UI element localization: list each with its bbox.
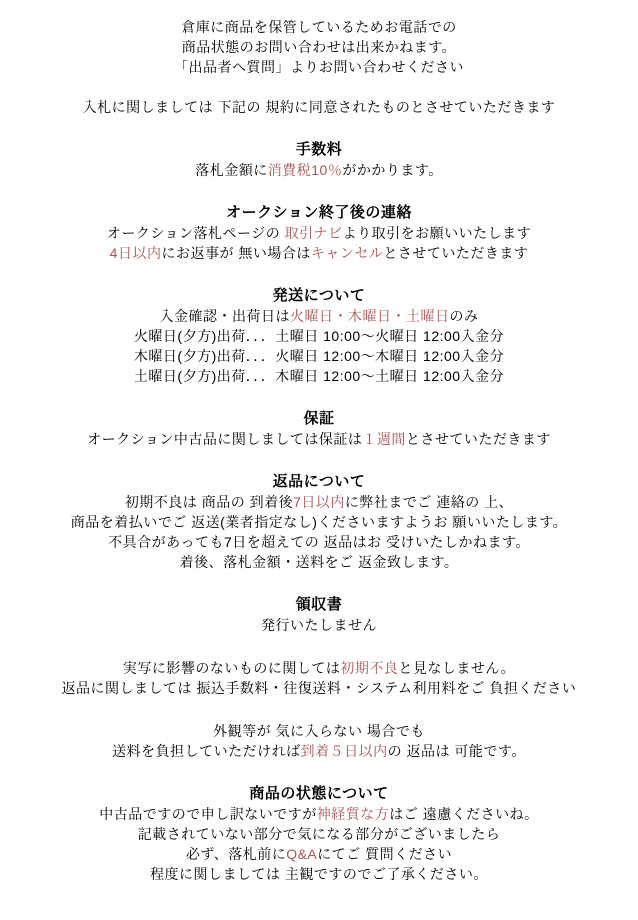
section-heading: 発送について [272, 287, 366, 304]
text-segment: 中古品ですので申し訳ないですが [99, 806, 317, 822]
text-segment: 外観等が 気に入らない 場合でも [213, 723, 425, 739]
text-segment: 実写に影響のないものに関しては [122, 660, 341, 676]
text-segment: 入札に関しましては 下記の 規約に同意されたものとさせていただきます [82, 99, 556, 115]
highlight-text: 到着５日以内 [300, 743, 388, 759]
terms-section [8, 595, 630, 635]
text-segment: のみ [449, 308, 479, 324]
section-heading: 手数料 [295, 141, 343, 158]
text-segment: 木曜日(夕方)出荷．．．火曜日 12:00～木曜日 12:00入金分 [133, 348, 505, 364]
text-line [8, 429, 630, 449]
text-segment: より取引をお願いいたします [342, 225, 532, 241]
text-segment: 初期不良は 商品の 到着後 [124, 494, 294, 510]
text-line [8, 326, 630, 346]
terms-paragraph [8, 658, 630, 698]
text-line [8, 97, 630, 117]
text-segment: 程度に関しましては 主観ですのでご了承ください。 [150, 866, 488, 882]
text-segment: にお返事が 無い場合は [161, 245, 311, 261]
text-segment: 落札金額に [195, 162, 268, 178]
terms-section [8, 286, 630, 386]
text-segment: 必ず、落札前に [185, 846, 287, 862]
highlight-text: キャンセル [310, 245, 384, 261]
text-line [8, 512, 630, 532]
highlight-text: 4日以内 [109, 245, 162, 261]
text-line [8, 615, 630, 635]
text-line [8, 741, 630, 761]
highlight-text: Q&A [286, 846, 318, 862]
highlight-text: 神経質な方 [316, 806, 390, 822]
text-segment: 着後、落札金額・送料をご 返金致します。 [179, 554, 459, 570]
text-line [8, 552, 630, 572]
text-segment: 入金確認・出荷日は [159, 308, 290, 324]
text-segment: とさせていただきます [383, 245, 529, 261]
text-line [8, 243, 630, 263]
text-segment: 商品を着払いでご 返送(業者指定なし)くださいますようお 願いいたします。 [70, 514, 568, 530]
terms-section [8, 472, 630, 572]
text-segment: オークション中古品に関しましては保証は [87, 431, 363, 447]
terms-paragraph [8, 721, 630, 761]
text-line [8, 864, 630, 884]
text-line [8, 678, 630, 698]
text-line [8, 824, 630, 844]
text-segment: にてご 質問ください [317, 846, 453, 862]
text-line [8, 532, 630, 552]
text-segment: 記載されていない部分で気になる部分がございましたら [137, 826, 501, 842]
text-line [8, 804, 630, 824]
section-heading: 返品について [272, 473, 366, 490]
terms-section [8, 784, 630, 884]
text-line [8, 57, 630, 77]
text-line [8, 658, 630, 678]
text-line [8, 160, 630, 180]
text-segment: と見なしません。 [398, 660, 516, 676]
highlight-text: 火曜日・木曜日・土曜日 [290, 308, 450, 324]
text-segment: はご 遠慮くださいね。 [389, 806, 539, 822]
text-segment: 倉庫に商品を保管しているためお電話での [181, 19, 457, 35]
text-line [8, 37, 630, 57]
terms-paragraph [8, 17, 630, 77]
text-segment: 火曜日(夕方)出荷．．．土曜日 10:00～火曜日 12:00入金分 [133, 328, 505, 344]
highlight-text: 消費税10％ [267, 162, 343, 178]
text-segment: 不具合があっても7日を超えての 返品はお 受けいたしかねます。 [108, 534, 530, 550]
section-heading: オークション終了後の連絡 [226, 204, 412, 221]
text-segment: がかかります。 [342, 162, 443, 178]
text-segment: 発行いたしません [261, 617, 377, 633]
text-segment: の 返品は 可能です。 [387, 743, 526, 759]
text-segment: 商品状態のお問い合わせは出来かねます。 [181, 39, 457, 55]
text-line [8, 721, 630, 741]
text-line [8, 306, 630, 326]
highlight-text: １週間 [362, 431, 406, 447]
text-segment: 土曜日(夕方)出荷．．．木曜日 12:00～土曜日 12:00入金分 [133, 368, 505, 384]
terms-section [8, 203, 630, 263]
section-heading: 保証 [303, 410, 335, 427]
terms-paragraph [8, 97, 630, 117]
text-segment: に弊社までご 連絡の 上、 [344, 494, 514, 510]
text-line [8, 492, 630, 512]
text-line [8, 223, 630, 243]
highlight-text: 初期不良 [340, 660, 399, 676]
section-heading: 商品の状態について [249, 785, 389, 802]
text-segment: 「出品者へ質問」よりお問い合わせください [174, 59, 464, 75]
text-line [8, 366, 630, 386]
terms-section [8, 409, 630, 449]
terms-section [8, 140, 630, 180]
text-segment: 送料を負担していただければ [112, 743, 301, 759]
text-line [8, 17, 630, 37]
text-segment: 返品に関しましては 振込手数料・往復送料・システム利用料をご 負担ください [61, 680, 577, 696]
highlight-text: 取引ナビ [284, 225, 343, 241]
text-line [8, 346, 630, 366]
highlight-text: 7日以内 [293, 494, 345, 510]
text-segment: オークション落札ページの [106, 225, 285, 241]
text-line [8, 844, 630, 864]
section-heading: 領収書 [295, 596, 343, 613]
text-segment: とさせていただきます [405, 431, 551, 447]
